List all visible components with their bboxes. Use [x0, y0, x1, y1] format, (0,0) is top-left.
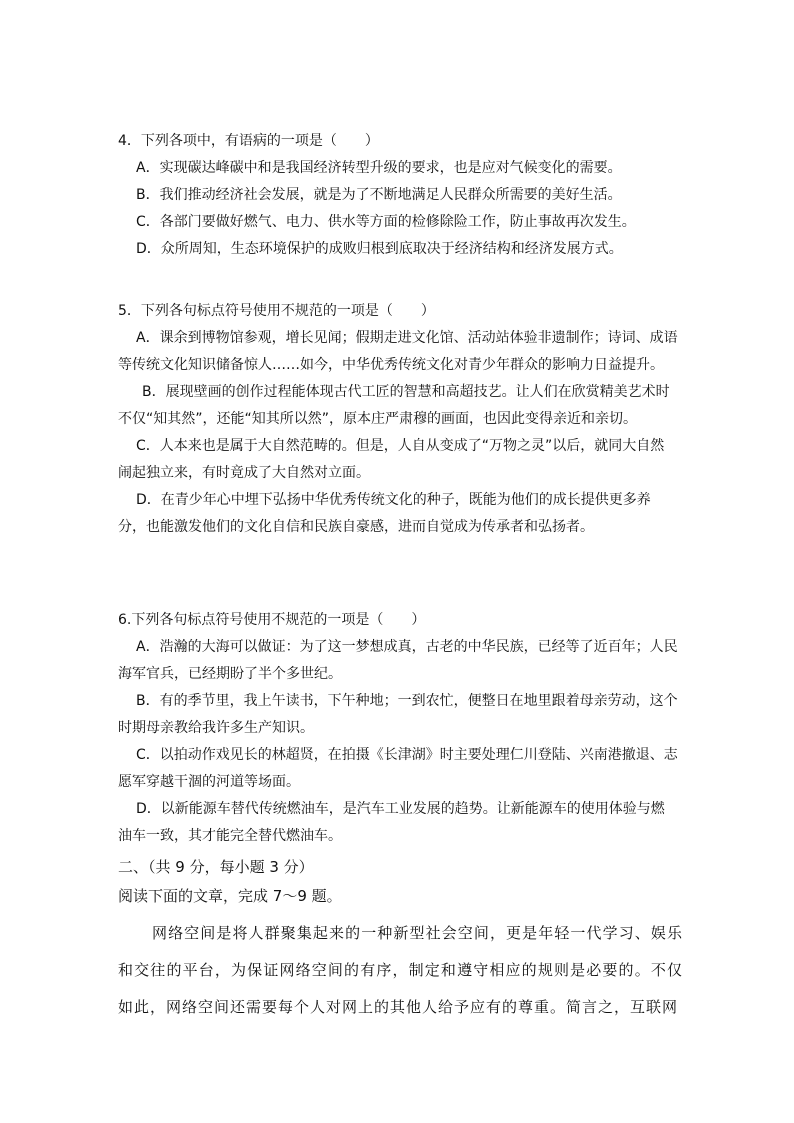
question-6 — [118, 607, 678, 850]
question-6-option-d: D．以新能源车替代传统燃油车，是汽车工业发展的趋势。让新能源车的使用体验与燃油车一致，其才能完全替代燃油车。 — [118, 801, 665, 844]
question-4-option-a: A．实现碳达峰碳中和是我国经济转型升级的要求，也是应对气候变化的需要。 — [136, 160, 622, 176]
question-6-option-a: A．浩瀚的大海可以做证：为了这一梦想成真，古老的中华民族，已经等了近百年；人民海军官兵，已经期盼了半个多世纪。 — [118, 639, 678, 682]
question-4-title: 4．下列各项中，有语病的一项是（ ） — [118, 133, 379, 149]
question-5-option-b: B．展现壁画的创作过程能体现古代工匠的智慧和高超技艺。让人们在欣赏精美艺术时不仅“知其然”，还能“知其所以然”，原本庄严肃穆的画面，也因此变得亲近和亲切。 — [118, 384, 670, 427]
section-2-heading: 二、（共 9 分，每小题 3 分） — [118, 858, 314, 876]
question-4-option-b: B．我们推动经济社会发展，就是为了不断地满足人民群众所需要的美好生活。 — [136, 187, 622, 203]
question-4-option-d: D．众所周知，生态环境保护的成败归根到底取决于经济结构和经济发展方式。 — [136, 241, 623, 257]
reading-passage: 网络空间是将人群聚集起来的一种新型社会空间，更是年轻一代学习、娱乐和交往的平台，为保证网络空间的有序，制定和遵守相应的规则是必要的。不仅如此，网络空间还需要每个人对网上的其他人给予应有的尊重。简言之，互联网 — [118, 924, 683, 1016]
question-5-title: 5．下列各句标点符号使用不规范的一项是（ ） — [118, 303, 435, 319]
question-5 — [118, 298, 678, 541]
question-4 — [118, 128, 678, 263]
question-5-option-d: D．在青少年心中埋下弘扬中华优秀传统文化的种子，既能为他们的成长提供更多养分，也能激发他们的文化自信和民族自豪感，进而自觉成为传承者和弘扬者。 — [118, 492, 651, 535]
question-4-option-c: C．各部门要做好燃气、电力、供水等方面的检修除险工作，防止事故再次发生。 — [136, 214, 636, 230]
question-5-option-c: C．人本来也是属于大自然范畴的。但是，人自从变成了“万物之灵”以后，就同大自然闹起独立来，有时竟成了大自然对立面。 — [118, 438, 665, 481]
section-2-instruction: 阅读下面的文章，完成 7～9 题。 — [118, 887, 342, 905]
question-6-option-c: C．以拍动作戏见长的林超贤，在拍摄《长津湖》时主要处理仁川登陆、兴南港撤退、志愿军穿越干涸的河道等场面。 — [118, 747, 678, 790]
question-5-option-a: A．课余到博物馆参观，增长见闻；假期走进文化馆、活动站体验非遗制作；诗词、成语等传统文化知识储备惊人……如今，中华优秀传统文化对青少年群众的影响力日益提升。 — [118, 330, 678, 373]
question-6-option-b: B．有的季节里，我上午读书，下午种地；一到农忙，便整日在地里跟着母亲劳动，这个时期母亲教给我许多生产知识。 — [118, 693, 678, 736]
question-6-title: 6.下列各句标点符号使用不规范的一项是（ ） — [118, 612, 426, 628]
